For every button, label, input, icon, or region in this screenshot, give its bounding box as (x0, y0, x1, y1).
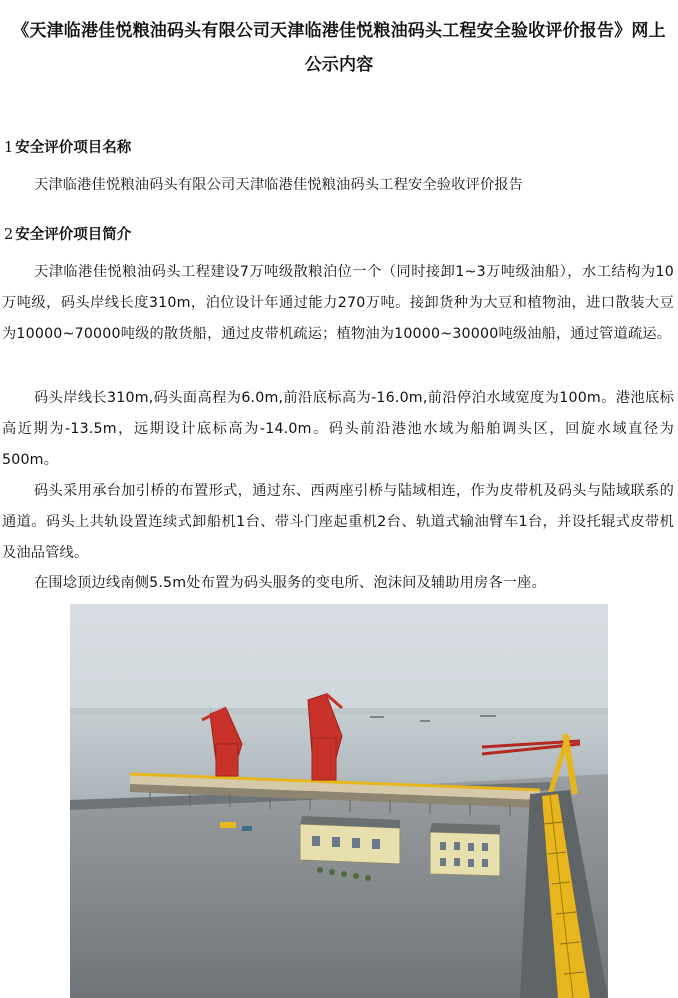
port-terminal-photo (70, 604, 608, 998)
section-heading-2 (4, 223, 131, 244)
section-2-paragraph-1: 天津临港佳悦粮油码头工程建设7万吨级散粮泊位一个（同时接卸1~3万吨级油船），水工结构为10万吨级，码头岸线长度310m，泊位设计年通过能力270万吨。接卸货种为大豆和植物油，进口散装大豆为10000~70000吨级的散货船，通过皮带机疏运；植物油为10000~30000吨级油船，通过管道疏运。 (2, 264, 674, 342)
section-1-paragraph-1: 天津临港佳悦粮油码头有限公司天津临港佳悦粮油码头工程安全验收评价报告 (34, 177, 524, 193)
section-title-1: 安全评价项目名称 (15, 140, 132, 156)
section-number-2: 2 (4, 227, 14, 243)
section-2-paragraph-2: 码头岸线长310m,码头面高程为6.0m,前沿底标高为-16.0m,前沿停泊水域宽度为100m。港池底标高近期为-13.5m，远期设计底标高为-14.0m。码头前沿港池水域为船舶调头区，回旋水域直径为500m。 (2, 390, 674, 468)
section-2-paragraph-3: 码头采用承台加引桥的布置形式，通过东、西两座引桥与陆域相连，作为皮带机及码头与陆域联系的通道。码头上共轨设置连续式卸船机1台、带斗门座起重机2台、轨道式输油臂车1台，并设托辊式皮带机及油品管线。 (2, 483, 674, 561)
document-title: 《天津临港佳悦粮油码头有限公司天津临港佳悦粮油码头工程安全验收评价报告》网上公示内容 (12, 21, 666, 75)
section-2-paragraph-4: 在围埝顶边线南侧5.5m处布置为码头服务的变电所、泡沫间及辅助用房各一座。 (34, 575, 546, 591)
section-number-1: 1 (4, 140, 14, 156)
substation-building (300, 816, 400, 864)
sky-area (70, 604, 608, 714)
section-title-2: 安全评价项目简介 (15, 227, 132, 243)
section-heading-1 (4, 136, 131, 157)
foam-room-building (430, 823, 500, 876)
